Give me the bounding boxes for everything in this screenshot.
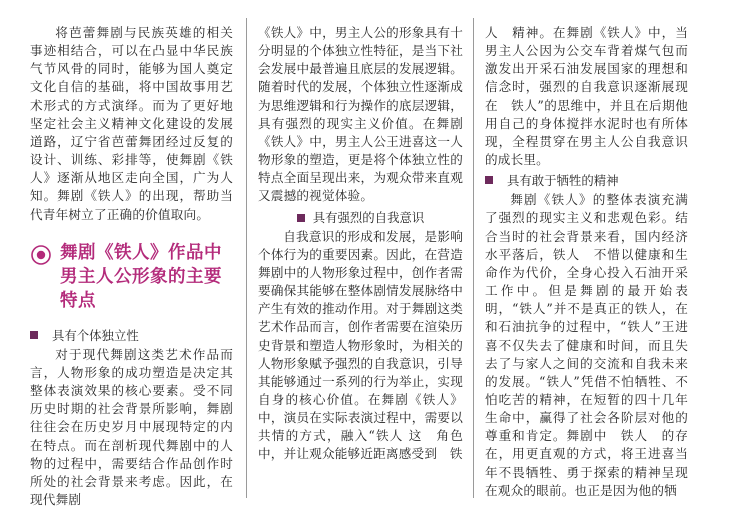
- subheading: [485, 172, 688, 189]
- subheading: [30, 327, 233, 344]
- column-divider: [473, 18, 474, 498]
- paragraph: 对于现代舞剧这类艺术作品而言，人物形象的成功塑造是决定其整体表演效果的核心要素。受不同历史时期的社会背景所影响，舞剧往往会在历史岁月中展现特定的内在特点。而在剖析现代舞剧中的人物的过程中，需要结合作品创作时所处的社会背景来考虑。因此，在现代舞剧: [30, 346, 233, 506]
- paragraph: 将芭蕾舞剧与民族英雄的相关事迹相结合，可以在凸显中华民族气节风骨的同时，能够为国人奠定文化自信的基础，将中国故事用艺术形式的方式演绎。而为了更好地坚定社会主义精神文化建设的发展道路，辽宁省芭蕾舞团经过反复的设计、训练、彩排等，使舞剧《铁人》逐渐从地区走向全国，广为人知。舞剧《铁人》的出现，帮助当代青年树立了正确的价值取向。: [30, 25, 233, 222]
- paragraph: 自我意识的形成和发展，是影响个体行为的重要因素。因此，在营造舞剧中的人物形象过程中，创作者需要确保其能够在整体剧情发展脉络中产生有效的推动作用。对于舞剧这类艺术作品而言，创作者需要在渲染历史背景和塑造人物形象时，为相关的人物形象赋予强烈的自我意识，引导其能够通过一系列的行为举止，实现自身的核心价值。在舞剧《铁人》中，演员在实际表演过程中，需要以共情的方式，融入“铁人 这 角色中，并让观众能够近距离感受到 铁: [258, 228, 463, 462]
- section-heading-text: 舞剧《铁人》作品中男主人公形象的主要特点: [60, 242, 222, 311]
- section-heading: [30, 241, 233, 313]
- paragraph: 《铁人》中，男主人公的形象具有十分明显的个体独立性特征，是当下社会发展中最普遍且底层的发展逻辑。随着时代的发展，个体独立性逐渐成为思维逻辑和行为操作的底层逻辑，具有强烈的现实主义价值。在舞剧《铁人》中，男主人公王进喜这一人物形象的塑造，更是将个体独立性的特点全面呈现出来，为观众带来直观又震撼的视觉体验。: [258, 25, 463, 204]
- paragraph: 人 精神。在舞剧《铁人》中，当男主人公因为公交车背着煤气包而激发出开采石油发展国家的理想和信念时，强烈的自我意识逐渐展现在 铁人”的思维中，并且在后期他用自己的身体搅拌水泥时也有所体现，全程贯穿在男主人公自我意识的成长里。: [485, 25, 688, 168]
- subheading-text: 具有强烈的自我意识: [312, 209, 425, 225]
- square-bullet-icon: [485, 176, 493, 184]
- subheading-text: 具有个体独立性: [52, 327, 139, 343]
- square-bullet-icon: [30, 331, 38, 339]
- column-3: [485, 0, 688, 506]
- subheading: [258, 209, 463, 226]
- column-divider: [246, 18, 247, 498]
- paragraph: 舞剧《铁人》的整体表演充满了强烈的现实主义和悲观色彩。结合当时的社会背景来看，国内经济水平落后，铁人 不惜以健康和生命作为代价，全身心投入石油开采工作中。但是舞剧的最开始表明，“铁人”并不是真正的铁人，在和石油抗争的过程中，“铁人”王进喜不仅失去了健康和时间，而且失去了与家人之间的交流和自我未来的发展。“铁人”凭借不怕牺牲、不怕吃苦的精神，在短暂的四十几年生命中，赢得了社会各阶层对他的尊重和肯定。舞剧中 铁人 的存在，用更直观的方式，将王进喜当年不畏牺牲、勇于探索的精神呈现在观众的眼前。也正是因为他的牺: [485, 192, 688, 498]
- square-bullet-icon: [297, 214, 305, 222]
- column-2: [258, 0, 463, 506]
- target-bullet-icon: [30, 244, 52, 266]
- column-1: [30, 0, 233, 506]
- subheading-text: 具有敢于牺牲的精神: [507, 173, 619, 189]
